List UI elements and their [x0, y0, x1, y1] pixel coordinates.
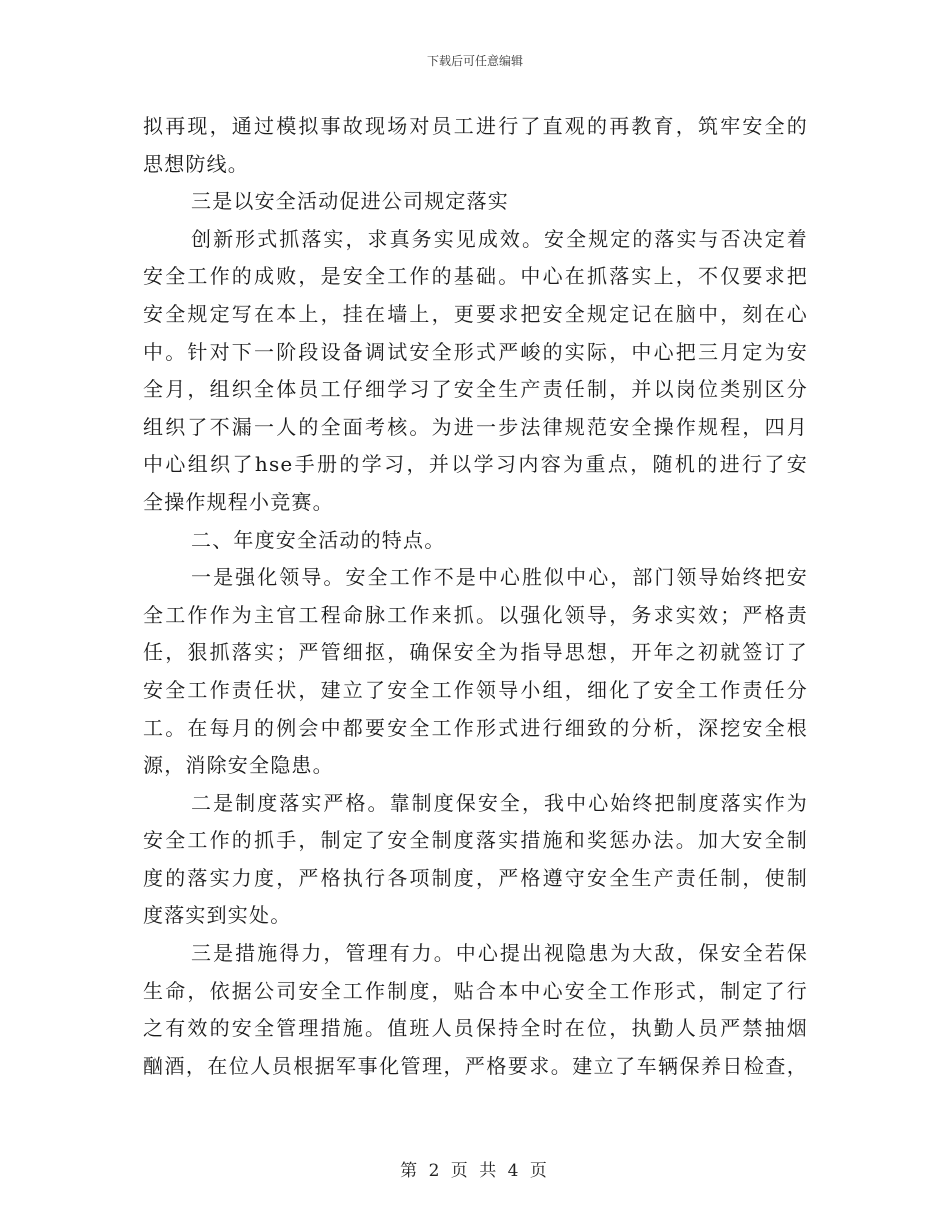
document-body — [143, 108, 808, 1085]
text-line: 一是强化领导。安全工作不是中心胜似中心，部门领导始终把安 — [191, 565, 808, 590]
page-header-note: 下载后可任意编辑 — [426, 54, 523, 68]
text-line: 度落实到实处。 — [143, 903, 292, 928]
text-line: 全月，组织全体员工仔细学习了安全生产责任制，并以岗位类别区分 — [143, 377, 808, 402]
text-line: 工。在每月的例会中都要安全工作形式进行细致的分析，深挖安全根 — [143, 715, 808, 740]
text-line: 源，消除安全隐患。 — [143, 753, 334, 778]
page-number-footer: 第 2 页 共 4 页 — [400, 1161, 550, 1181]
text-line: 三是措施得力，管理有力。中心提出视隐患为大敌，保安全若保 — [191, 941, 808, 966]
text-line: 创新形式抓落实，求真务实见成效。安全规定的落实与否决定着 — [191, 226, 808, 251]
text-line: 拟再现，通过模拟事故现场对员工进行了直观的再教育，筑牢安全的 — [143, 114, 808, 138]
text-line: 全操作规程小竞赛。 — [143, 489, 334, 514]
text-line: 中心组织了hse手册的学习，并以学习内容为重点，随机的进行了安 — [143, 452, 808, 477]
text-line: 中。针对下一阶段设备调试安全形式严峻的实际，中心把三月定为安 — [143, 339, 808, 364]
text-line: 安全规定写在本上，挂在墙上，更要求把安全规定记在脑中，刻在心 — [143, 301, 808, 326]
text-line: 之有效的安全管理措施。值班人员保持全时在位，执勤人员严禁抽烟 — [143, 1016, 808, 1041]
text-line: 安全工作的抓手，制定了安全制度落实措施和奖惩办法。加大安全制 — [143, 828, 808, 853]
text-line: 酗酒，在位人员根据军事化管理，严格要求。建立了车辆保养日检查， — [143, 1053, 808, 1078]
text-line: 三是以安全活动促进公司规定落实 — [191, 189, 509, 214]
text-line: 任，狠抓落实；严管细抠，确保安全为指导思想，开年之初就签订了 — [143, 640, 808, 665]
text-line: 度的落实力度，严格执行各项制度，严格遵守安全生产责任制，使制 — [143, 865, 808, 890]
text-line: 二是制度落实严格。靠制度保安全，我中心始终把制度落实作为 — [191, 790, 808, 815]
text-line: 二、年度安全活动的特点。 — [191, 527, 446, 552]
text-line: 生命，依据公司安全工作制度，贴合本中心安全工作形式，制定了行 — [143, 978, 808, 1003]
text-line: 全工作作为主官工程命脉工作来抓。以强化领导，务求实效；严格责 — [143, 602, 808, 627]
text-line: 安全工作责任状，建立了安全工作领导小组，细化了安全工作责任分 — [143, 677, 808, 702]
text-line: 组织了不漏一人的全面考核。为进一步法律规范安全操作规程，四月 — [143, 414, 808, 439]
text-line: 思想防线。 — [143, 151, 249, 176]
text-line: 安全工作的成败，是安全工作的基础。中心在抓落实上，不仅要求把 — [143, 264, 808, 289]
